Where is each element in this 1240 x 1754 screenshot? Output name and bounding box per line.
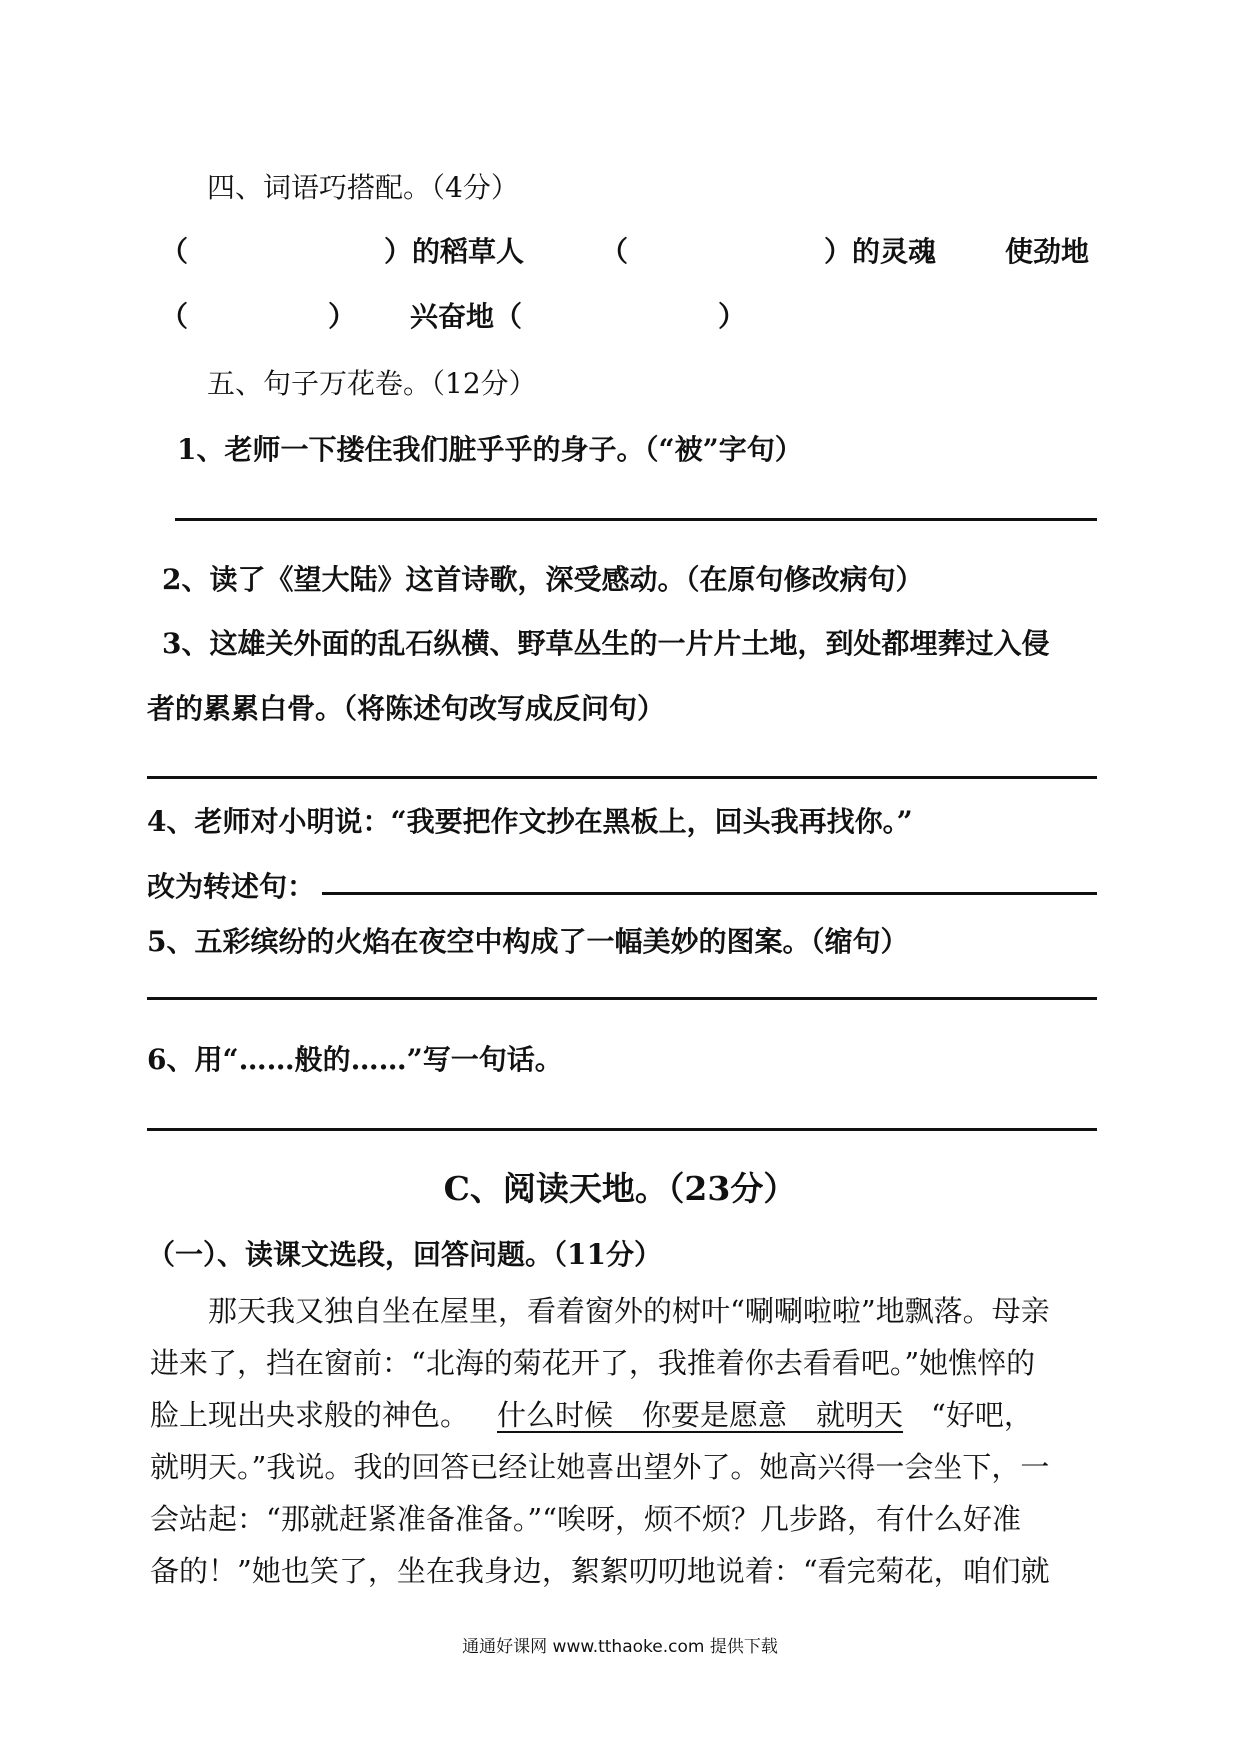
word-match-stem-5: 兴奋地（ ）	[410, 300, 747, 333]
sectionC-heading: C、阅读天地。（23分）	[443, 1169, 797, 1208]
underlined-sentence: 什么时候 你要是愿意 就明天	[497, 1398, 904, 1432]
word-match-blank-4: （ ）	[160, 300, 357, 333]
word-match-stem-3: 使劲地	[1005, 235, 1090, 268]
question-4: 4、老师对小明说：“我要把作文抄在黑板上，回头我再找你。”	[147, 805, 913, 838]
passage-line-6: 备的！”她也笑了，坐在我身边，絮絮叨叨地说着：“看完菊花，咱们就	[150, 1554, 1050, 1588]
answer-line-6[interactable]	[147, 1128, 1097, 1131]
question-5: 5、五彩缤纷的火焰在夜空中构成了一幅美妙的图案。（缩句）	[147, 925, 909, 958]
passage-line-5: 会站起：“那就赶紧准备准备。”“唉呀，烦不烦？几步路，有什么好准	[150, 1502, 1021, 1536]
question-3-line-2: 者的累累白骨。（将陈述句改写成反问句）	[147, 692, 666, 725]
passage-line-3-end: “好吧，	[931, 1398, 1033, 1432]
question-2: 2、读了《望大陆》这首诗歌，深受感动。（在原句修改病句）	[162, 563, 924, 596]
question-3-line-1: 3、这雄关外面的乱石纵横、野草丛生的一片片土地，到处都埋葬过入侵	[162, 627, 1050, 660]
passage-line-4: 就明天。”我说。我的回答已经让她喜出望外了。她高兴得一会坐下，一	[150, 1450, 1050, 1484]
answer-line-3[interactable]	[147, 776, 1097, 779]
reading-subheading-1: （一）、读课文选段，回答问题。（11分）	[147, 1238, 662, 1271]
reading-passage	[150, 1285, 1100, 1597]
word-match-stem-1: （ ）的稻草人	[160, 235, 525, 268]
page-footer: 通通好课网 www.tthaoke.com 提供下载	[462, 1637, 778, 1657]
passage-line-3-start: 脸上现出央求般的神色。	[150, 1398, 470, 1432]
passage-line-1: 那天我又独自坐在屋里，看着窗外的树叶“唰唰啦啦”地飘落。母亲	[208, 1294, 1050, 1328]
question-4-label: 改为转述句：	[147, 870, 316, 903]
passage-line-3	[150, 1389, 1100, 1441]
passage-line-2: 进来了，挡在窗前：“北海的菊花开了，我推着你去看看吧。”她憔悴的	[150, 1346, 1036, 1380]
question-6: 6、用“……般的……”写一句话。	[147, 1043, 563, 1076]
section5-heading: 五、句子万花卷。（12分）	[207, 367, 537, 400]
answer-line-5[interactable]	[147, 997, 1097, 1000]
word-match-stem-2: （ ）的灵魂	[600, 235, 937, 268]
answer-line-1[interactable]	[175, 518, 1097, 521]
answer-line-4[interactable]	[322, 892, 1097, 895]
question-1: 1、老师一下搂住我们脏乎乎的身子。（“被”字句）	[177, 433, 803, 466]
section4-heading: 四、词语巧搭配。（4分）	[207, 171, 519, 204]
